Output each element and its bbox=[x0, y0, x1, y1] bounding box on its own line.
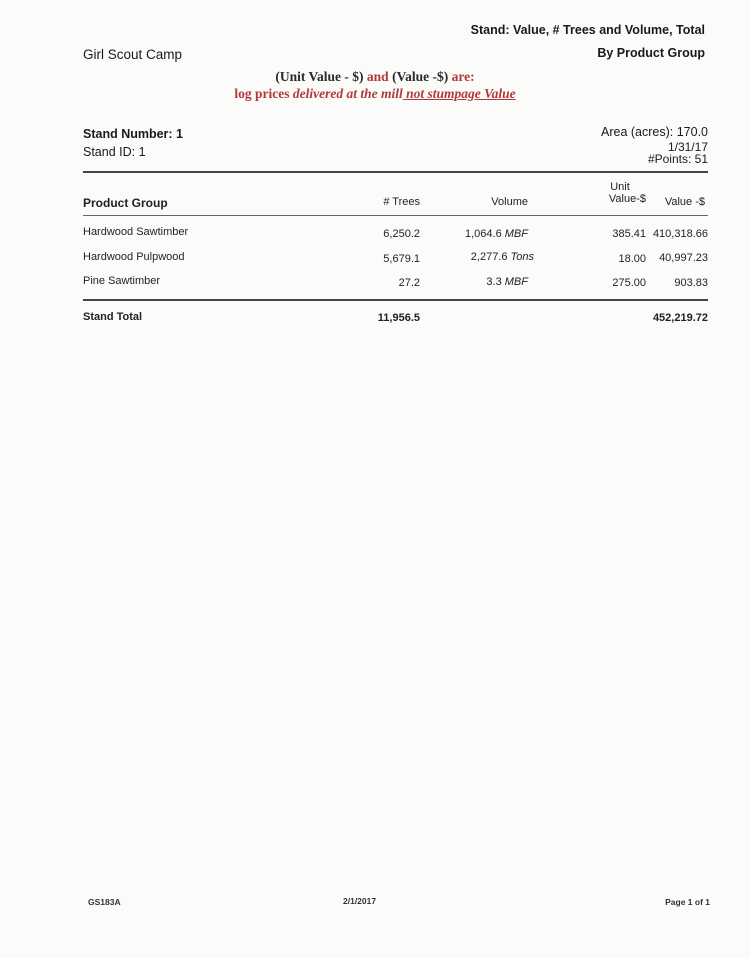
col-product-group: Product Group bbox=[83, 196, 168, 210]
note-unit-value: (Unit Value - $) bbox=[275, 69, 364, 84]
total-value: 452,219.72 bbox=[652, 312, 708, 324]
row-volume: 2,277.6 Tons bbox=[470, 251, 534, 263]
note-are: are: bbox=[448, 69, 475, 84]
total-label: Stand Total bbox=[83, 311, 143, 323]
col-trees: # Trees bbox=[383, 196, 420, 208]
row-unit-value: 385.41 bbox=[612, 228, 646, 240]
row-unit-value: 18.00 bbox=[618, 253, 646, 265]
stand-number: Stand Number: 1 bbox=[83, 127, 184, 141]
row-trees: 5,679.1 bbox=[383, 253, 420, 265]
col-value: Value -$ bbox=[664, 196, 705, 208]
row-trees: 6,250.2 bbox=[383, 228, 420, 240]
row-volume-unit: MBF bbox=[504, 276, 528, 288]
price-note-line1 bbox=[0, 69, 750, 85]
row-value: 903.83 bbox=[674, 277, 708, 289]
row-unit-value: 275.00 bbox=[612, 277, 646, 289]
stand-id: Stand ID: 1 bbox=[83, 145, 146, 159]
row-volume-unit: MBF bbox=[504, 228, 528, 240]
camp-name: Girl Scout Camp bbox=[83, 47, 183, 62]
footer-date: 2/1/2017 bbox=[343, 896, 377, 906]
row-product-group: Hardwood Pulpwood bbox=[83, 251, 185, 263]
header-rule bbox=[83, 171, 708, 173]
note-value: (Value -$) bbox=[392, 69, 449, 84]
row-volume: 1,064.6 MBF bbox=[465, 228, 528, 240]
col-unit-value-line1: Unit bbox=[610, 181, 630, 193]
report-subtitle: By Product Group bbox=[597, 46, 705, 60]
total-rule bbox=[83, 299, 708, 301]
row-product-group: Pine Sawtimber bbox=[83, 275, 161, 287]
row-volume: 3.3 MBF bbox=[486, 276, 528, 288]
report-title: Stand: Value, # Trees and Volume, Total bbox=[470, 23, 705, 37]
col-unit-value-line2: Value-$ bbox=[608, 193, 646, 205]
footer-code: GS183A bbox=[88, 897, 121, 907]
col-volume: Volume bbox=[491, 196, 528, 208]
total-trees: 11,956.5 bbox=[377, 312, 420, 324]
note-and: and bbox=[363, 69, 393, 84]
column-rule bbox=[83, 215, 708, 216]
row-volume-unit: Tons bbox=[510, 251, 534, 263]
row-product-group: Hardwood Sawtimber bbox=[83, 226, 189, 238]
note-log-prices: log prices bbox=[234, 86, 293, 101]
note-not-stumpage: not stumpage Value bbox=[402, 86, 516, 101]
stand-points: #Points: 51 bbox=[647, 152, 708, 166]
stand-date: 1/31/17 bbox=[667, 140, 708, 154]
row-value: 40,997.23 bbox=[659, 252, 708, 264]
row-value: 410,318.66 bbox=[652, 228, 708, 240]
stand-area: Area (acres): 170.0 bbox=[601, 125, 708, 139]
row-trees: 27.2 bbox=[398, 277, 420, 289]
note-delivered: delivered at the mill bbox=[292, 86, 403, 101]
price-note-line2 bbox=[0, 86, 750, 102]
footer-page: Page 1 of 1 bbox=[665, 897, 710, 907]
